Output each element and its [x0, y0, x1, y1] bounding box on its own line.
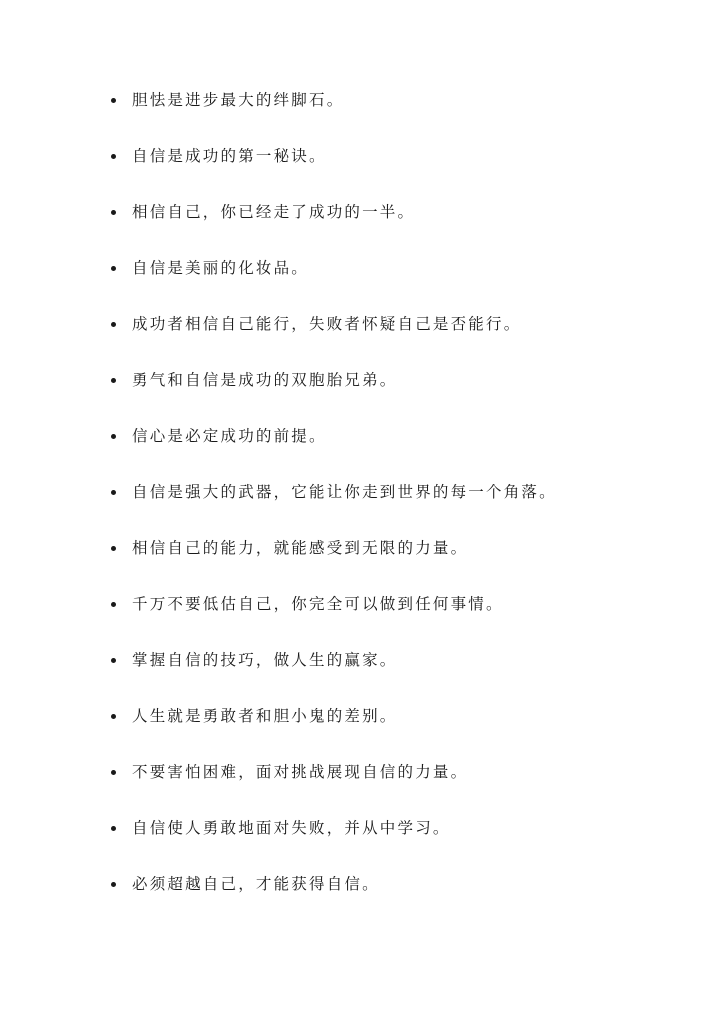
quote-text: 胆怯是进步最大的绊脚石。 — [132, 91, 345, 109]
bullet-icon — [111, 658, 116, 663]
list-item — [108, 198, 688, 254]
list-item — [108, 534, 688, 590]
quote-text: 勇气和自信是成功的双胞胎兄弟。 — [132, 371, 398, 389]
list-item — [108, 142, 688, 198]
bullet-icon — [111, 826, 116, 831]
bullet-icon — [111, 322, 116, 327]
quote-text: 自信是美丽的化妆品。 — [132, 259, 310, 277]
bullet-icon — [111, 602, 116, 607]
list-item — [108, 702, 688, 758]
bullet-icon — [111, 98, 116, 103]
list-item — [108, 646, 688, 702]
bullet-icon — [111, 266, 116, 271]
list-item — [108, 870, 688, 926]
list-item — [108, 478, 688, 534]
quote-text: 不要害怕困难，面对挑战展现自信的力量。 — [132, 763, 469, 781]
quote-text: 人生就是勇敢者和胆小鬼的差别。 — [132, 707, 398, 725]
quote-text: 自信是成功的第一秘诀。 — [132, 147, 327, 165]
quote-text: 自信使人勇敢地面对失败，并从中学习。 — [132, 819, 451, 837]
list-item — [108, 422, 688, 478]
quote-text: 自信是强大的武器，它能让你走到世界的每一个角落。 — [132, 483, 557, 501]
list-item — [108, 254, 688, 310]
bullet-icon — [111, 882, 116, 887]
bullet-icon — [111, 490, 116, 495]
quote-text: 必须超越自己，才能获得自信。 — [132, 875, 380, 893]
bullet-icon — [111, 154, 116, 159]
list-item — [108, 814, 688, 870]
bullet-icon — [111, 434, 116, 439]
bullet-icon — [111, 770, 116, 775]
quote-text: 信心是必定成功的前提。 — [132, 427, 327, 445]
list-item — [108, 366, 688, 422]
quote-text: 相信自己，你已经走了成功的一半。 — [132, 203, 416, 221]
bullet-icon — [111, 714, 116, 719]
quote-text: 相信自己的能力，就能感受到无限的力量。 — [132, 539, 469, 557]
list-item — [108, 310, 688, 366]
quote-text: 千万不要低估自己，你完全可以做到任何事情。 — [132, 595, 504, 613]
bullet-icon — [111, 210, 116, 215]
bullet-icon — [111, 378, 116, 383]
quote-text: 成功者相信自己能行，失败者怀疑自己是否能行。 — [132, 315, 522, 333]
list-item — [108, 86, 688, 142]
quote-text: 掌握自信的技巧，做人生的赢家。 — [132, 651, 398, 669]
bullet-icon — [111, 546, 116, 551]
list-item — [108, 758, 688, 814]
list-item — [108, 590, 688, 646]
quote-list — [108, 86, 688, 926]
